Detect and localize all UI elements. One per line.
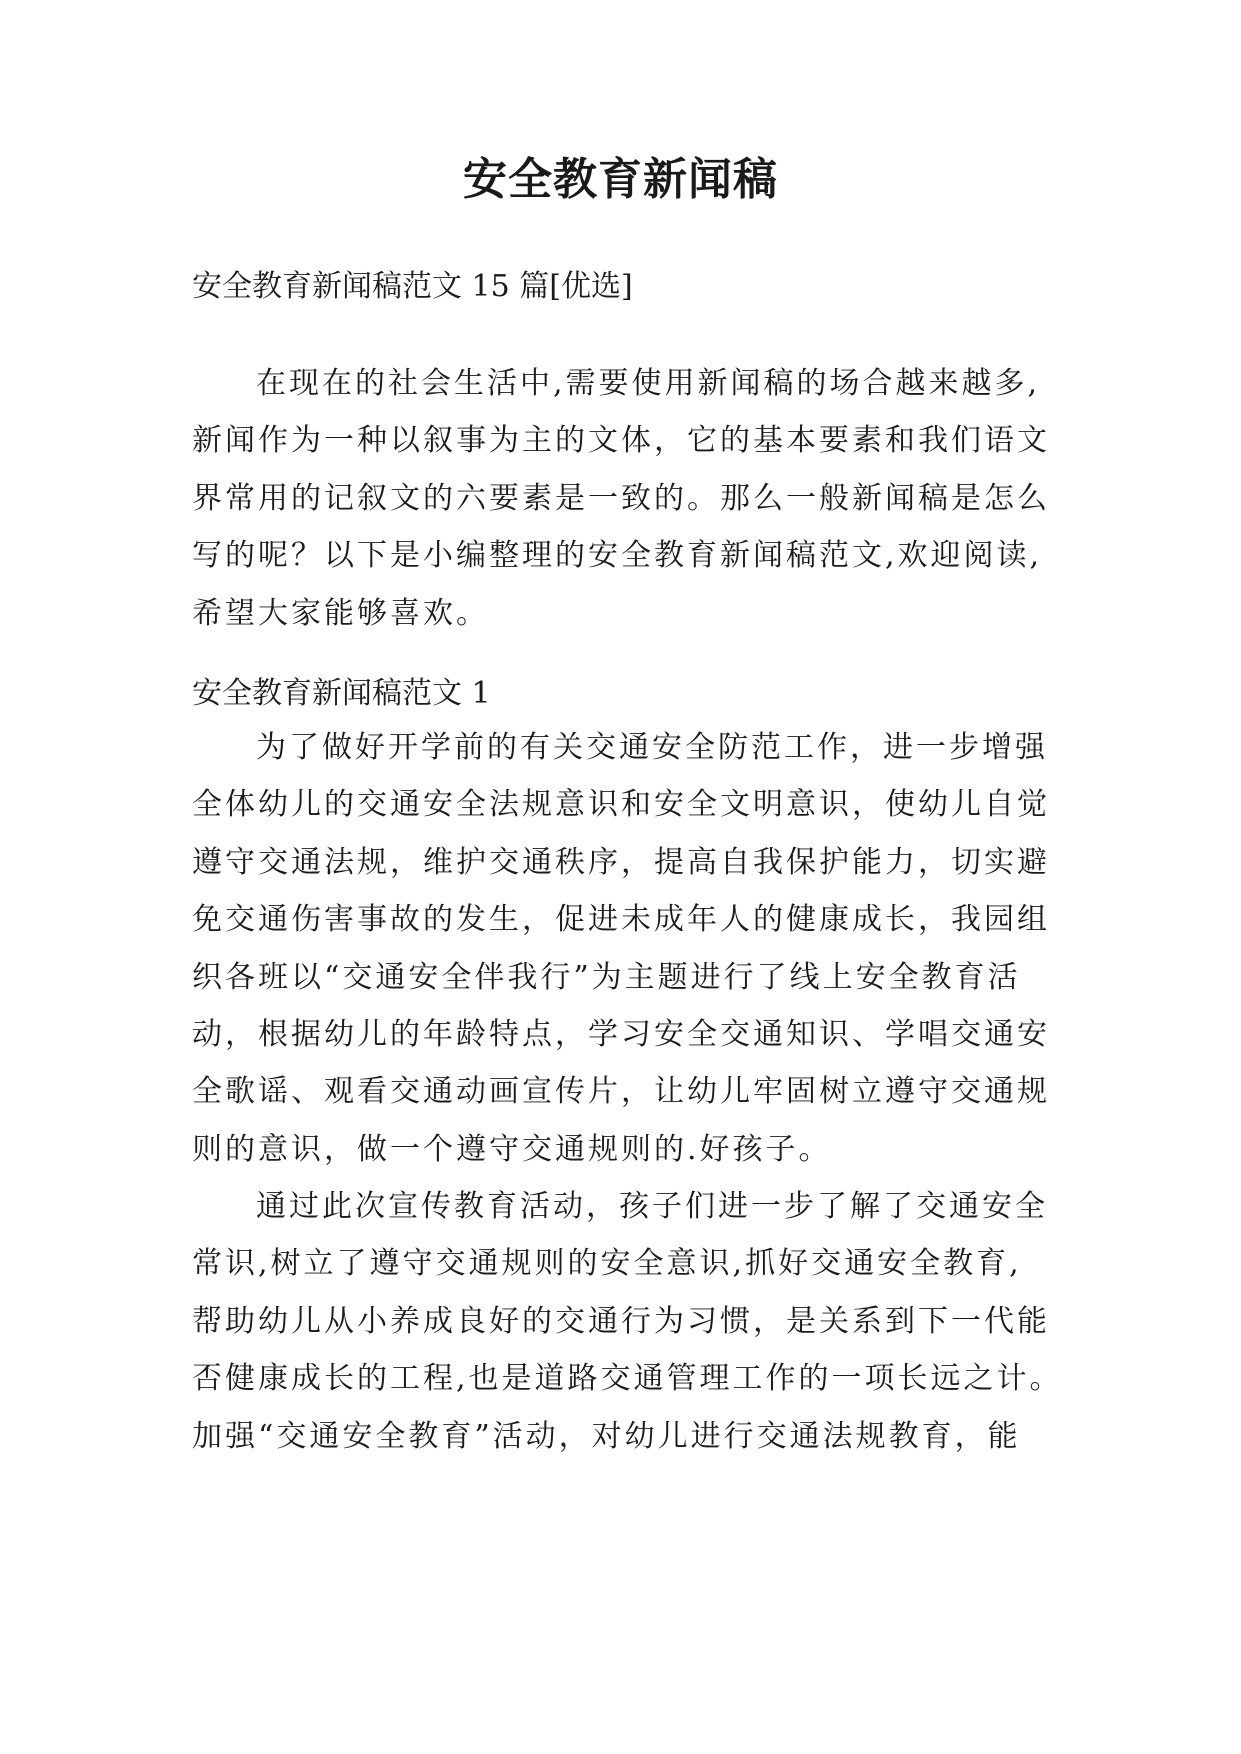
document-subtitle: 安全教育新闻稿范文 15 篇[优选] — [192, 269, 633, 304]
paragraph-line: 为了做好开学前的有关交通安全防范工作，进一步增强 — [256, 730, 1048, 765]
paragraph-line: 遵守交通法规，维护交通秩序，提高自我保护能力，切实避 — [192, 844, 1050, 880]
paragraph-line: 动，根据幼儿的年龄特点，学习安全交通知识、学唱交通安 — [192, 1016, 1050, 1052]
paragraph-line: 通过此次宣传教育活动，孩子们进一步了解了交通安全 — [256, 1189, 1048, 1224]
intro-line: 写的呢？以下是小编整理的安全教育新闻稿范文,欢迎阅读, — [192, 538, 1043, 574]
paragraph-line: 全体幼儿的交通安全法规意识和安全文明意识，使幼儿自觉 — [192, 787, 1050, 823]
paragraph-line: 全歌谣、观看交通动画宣传片，让幼儿牢固树立遵守交通规 — [192, 1074, 1050, 1110]
document-title: 安全教育新闻稿 — [463, 154, 778, 205]
paragraph-line: 否健康成长的工程,也是道路交通管理工作的一项长远之计。 — [192, 1361, 1063, 1397]
paragraph-line: 帮助幼儿从小养成良好的交通行为习惯，是关系到下一代能 — [192, 1303, 1050, 1339]
section-heading: 安全教育新闻稿范文 1 — [192, 676, 491, 711]
intro-line: 在现在的社会生活中,需要使用新闻稿的场合越来越多, — [256, 366, 1041, 401]
paragraph-line: 常识,树立了遵守交通规则的安全意识,抓好交通安全教育, — [192, 1246, 1022, 1282]
paragraph-line: 则的意识，做一个遵守交通规则的.好孩子。 — [192, 1131, 832, 1167]
intro-paragraph — [192, 355, 1062, 642]
section1-paragraph-2 — [192, 1178, 1062, 1465]
section1-paragraph-1 — [192, 719, 1062, 1178]
intro-line: 新闻作为一种以叙事为主的文体，它的基本要素和我们语文 — [192, 423, 1050, 459]
paragraph-line: 免交通伤害事故的发生，促进未成年人的健康成长，我园组 — [192, 902, 1050, 938]
paragraph-line: 加强“交通安全教育”活动，对幼儿进行交通法规教育，能 — [192, 1418, 1021, 1454]
intro-line: 希望大家能够喜欢。 — [192, 595, 489, 631]
paragraph-line: 织各班以“交通安全伴我行”为主题进行了线上安全教育活 — [192, 959, 1021, 995]
intro-line: 界常用的记叙文的六要素是一致的。那么一般新闻稿是怎么 — [192, 480, 1050, 516]
